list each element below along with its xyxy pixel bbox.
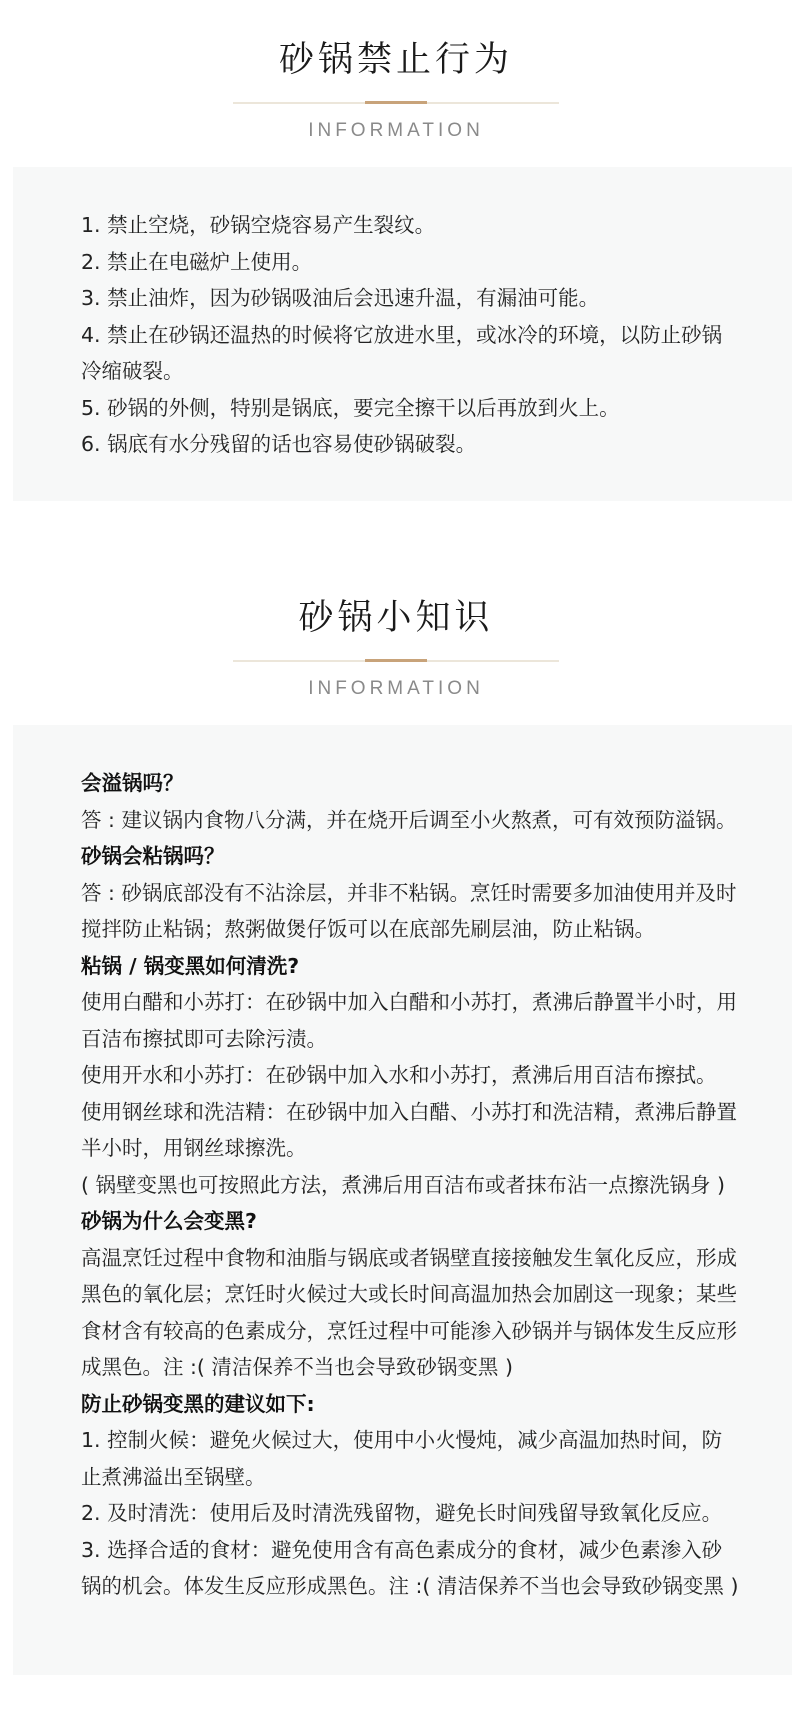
faq-answer: 使用白醋和小苏打：在砂锅中加入白醋和小苏打，煮沸后静置半小时，用百洁布擦拭即可去除污渍。 — [81, 990, 737, 1051]
section-header-knowledge — [0, 598, 792, 700]
list-item: 5. 砂锅的外侧，特别是锅底，要完全擦干以后再放到火上。 — [81, 395, 620, 420]
faq-question: 砂锅会粘锅吗？ — [81, 844, 225, 868]
faq-answer: 答 : 建议锅内食物八分满，并在烧开后调至小火熬煮，可有效预防溢锅。 — [81, 807, 737, 832]
tip-item: 3. 选择合适的食材：避免使用含有高色素成分的食材，减少色素渗入砂锅的机会。体发生反应形成黑色。注 :( 清洁保养不当也会导致砂锅变黑 ) — [81, 1537, 739, 1598]
divider-accent — [365, 101, 427, 104]
divider-accent — [365, 659, 427, 662]
list-item: 6. 锅底有水分残留的话也容易使砂锅破裂。 — [81, 432, 477, 456]
faq-answer: 高温烹饪过程中食物和油脂与锅底或者锅壁直接接触发生氧化反应，形成黑色的氧化层；烹饪时火候过大或长时间高温加热会加剧这一现象；某些食材含有较高的色素成分，烹饪过程中可能渗入砂锅并与锅体发生反应形成黑色。注 :( 清洁保养不当也会导致砂锅变黑 ) — [81, 1245, 737, 1379]
prohibitions-list — [81, 207, 741, 463]
list-item: 4. 禁止在砂锅还温热的时候将它放进水里，或冰冷的环境，以防止砂锅冷缩破裂。 — [81, 322, 723, 383]
faq-question: 会溢锅吗？ — [81, 771, 184, 795]
knowledge-content — [81, 765, 741, 1605]
faq-answer: 使用开水和小苏打：在砂锅中加入水和小苏打，煮沸后用百洁布擦拭。 — [81, 1063, 717, 1087]
faq-answer-note: ( 锅壁变黑也可按照此方法，煮沸后用百洁布或者抹布沾一点擦洗锅身 ) — [81, 1172, 726, 1197]
prohibitions-panel — [13, 167, 792, 501]
faq-question: 防止砂锅变黑的建议如下: — [81, 1391, 315, 1416]
faq-answer: 使用钢丝球和洗洁精：在砂锅中加入白醋、小苏打和洗洁精，煮沸后静置半小时，用钢丝球擦洗。 — [81, 1099, 737, 1160]
section-subtitle: INFORMATION — [308, 678, 484, 699]
tip-item: 2. 及时清洗：使用后及时清洗残留物，避免长时间残留导致氧化反应。 — [81, 1501, 723, 1525]
section-header-prohibitions — [0, 40, 792, 142]
title-divider — [233, 102, 559, 104]
faq-answer: 答 : 砂锅底部没有不沾涂层，并非不粘锅。烹饪时需要多加油使用并及时搅拌防止粘锅；熬粥做煲仔饭可以在底部先刷层油，防止粘锅。 — [81, 880, 737, 941]
knowledge-panel — [13, 725, 792, 1675]
tip-item: 1. 控制火候：避免火候过大，使用中小火慢炖，减少高温加热时间，防止煮沸溢出至锅壁。 — [81, 1428, 723, 1489]
title-divider — [233, 660, 559, 662]
section-title: 砂锅小知识 — [298, 598, 494, 638]
list-item: 1. 禁止空烧，砂锅空烧容易产生裂纹。 — [81, 213, 436, 237]
faq-question: 粘锅 / 锅变黑如何清洗? — [81, 953, 300, 978]
section-subtitle: INFORMATION — [308, 120, 484, 141]
list-item: 3. 禁止油炸，因为砂锅吸油后会迅速升温，有漏油可能。 — [81, 286, 600, 310]
section-title: 砂锅禁止行为 — [278, 40, 513, 80]
faq-question: 砂锅为什么会变黑? — [81, 1209, 257, 1233]
list-item: 2. 禁止在电磁炉上使用。 — [81, 249, 313, 274]
